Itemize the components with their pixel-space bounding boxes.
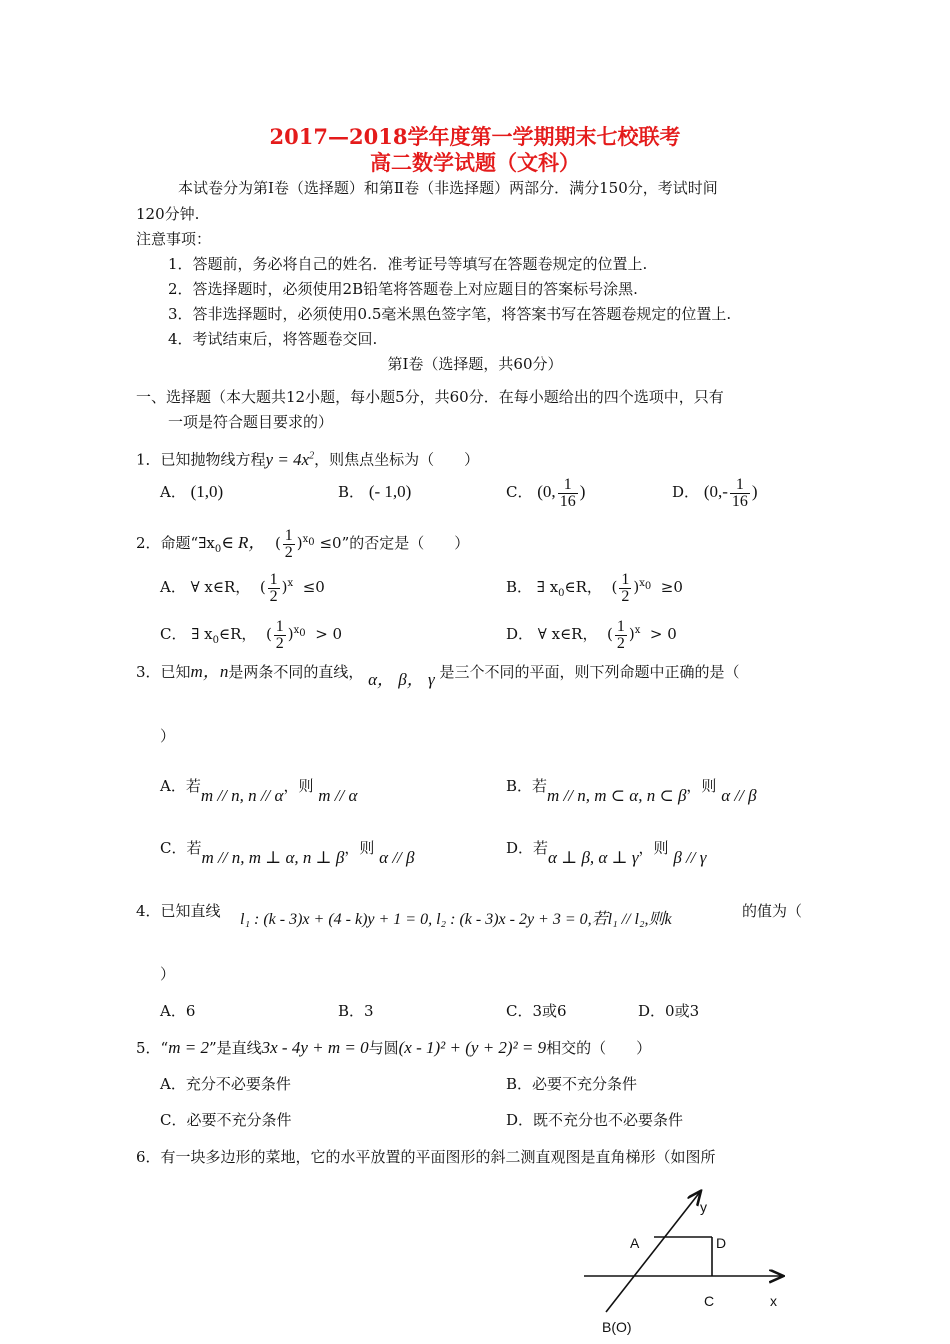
exam-title: 2017—2018学年度第一学期期末七校联考 xyxy=(269,124,681,149)
q6-trapezoid-figure xyxy=(578,1186,798,1336)
q2-option-c: C． ∃ $x_0\in R$， ( $\frac{1}{2}$ )$^{x_0}$ > 0 xyxy=(160,617,343,652)
q4-stem: 4．已知直线 xyxy=(136,902,221,920)
q2-stem: 2．命题“$\exists x_0\in$ R， ( $\frac{1}{2}$ )$^{x_0}$ ≤0”的否定是（ ） xyxy=(136,526,470,561)
q1-option-a: A． (1,0) xyxy=(160,482,224,501)
intro-line-1: 本试卷分为第Ⅰ卷（选择题）和第Ⅱ卷（非选择题）两部分．满分150分，考试时间 xyxy=(178,179,718,197)
q3-stem-close: ） xyxy=(160,727,176,745)
note-4: 4．考试结束后，将答题卷交回. xyxy=(168,330,378,348)
q4-stem-tail: 的值为（ xyxy=(742,902,803,920)
label-B-O: B(O) xyxy=(602,1319,632,1335)
exam-subtitle: 高二数学试题（文科） xyxy=(370,150,580,175)
q1-stem: 1．已知抛物线方程$y = 4x^2$，则焦点坐标为（ ） xyxy=(136,449,480,469)
q4-option-b: B．3 xyxy=(338,1002,374,1020)
q2-option-b: B． ∃ $x_0\in R$， ( $\frac{1}{2}$ )$^{x_0}$ ≥0 xyxy=(506,570,683,605)
q2-option-d: D． ∀ x∈R， ( $\frac{1}{2}$ )$^x$ > 0 xyxy=(506,617,677,652)
q5-option-c: C．必要不充分条件 xyxy=(160,1111,292,1129)
q1-option-c: C． (0, $\frac{1}{16}$ ) xyxy=(506,475,586,510)
note-3: 3．答非选择题时，必须使用0.5毫米黑色签字笔，将答案书写在答题卷规定的位置上. xyxy=(168,305,732,323)
label-x: x xyxy=(770,1293,777,1309)
q3-option-b: B．若m // n, m ⊂ α, n ⊂ β，则 α // β xyxy=(506,777,757,805)
note-2: 2．答选择题时，必须使用2B铅笔将答题卷上对应题目的答案标号涂黑. xyxy=(168,280,638,298)
q6-stem: 6．有一块多边形的菜地，它的水平放置的平面图形的斜二测直观图是直角梯形（如图所 xyxy=(136,1148,716,1166)
q5-option-a: A．充分不必要条件 xyxy=(160,1075,291,1093)
notes-title: 注意事项： xyxy=(136,230,212,248)
q1-equation: $y = 4x^2$ xyxy=(265,449,315,469)
q3-option-a: A．若m // n, n // α，则 m // α xyxy=(160,777,358,805)
q5-stem: 5．“m = 2”是直线3x - 4y + m = 0与圆(x - 1)² + (y + 2)² = 9相交的（ ） xyxy=(136,1038,652,1057)
q3-option-d: D．若α ⊥ β, α ⊥ γ，则 β // γ xyxy=(506,839,707,867)
q4-option-d: D．0或3 xyxy=(638,1002,700,1020)
q2-option-a: A． ∀ x∈R， ( $\frac{1}{2}$ )$^x$ ≤0 xyxy=(160,570,325,605)
q5-option-b: B．必要不充分条件 xyxy=(506,1075,638,1093)
q1-option-d: D． (0,- $\frac{1}{16}$ ) xyxy=(672,475,758,510)
q1-option-b: B． (- 1,0) xyxy=(338,482,412,501)
label-y: y xyxy=(700,1199,707,1215)
part1-heading: 第Ⅰ卷（选择题，共60分） xyxy=(387,355,563,373)
label-A: A xyxy=(630,1235,640,1251)
q5-option-d: D．既不充分也不必要条件 xyxy=(506,1111,684,1129)
q3-stem: 3．已知m，n是两条不同的直线， α， β， γ 是三个不同的平面，则下列命题中正确的是（ xyxy=(136,662,740,689)
section-line-1: 一、选择题（本大题共12小题，每小题5分，共60分．在每小题给出的四个选项中，只有 xyxy=(136,388,724,406)
y-axis xyxy=(606,1192,700,1312)
q4-equation: l₁ : (k - 3)x + (4 - k)y + 1 = 0, l₂ : (k - 3)x - 2y + 3 = 0,若l₁ // l₂,则k xyxy=(240,911,672,928)
intro-line-2: 120分钟. xyxy=(136,205,200,223)
label-C: C xyxy=(704,1293,715,1309)
q3-option-c: C．若m // n, m ⊥ α, n ⊥ β，则 α // β xyxy=(160,839,415,867)
q4-option-a: A．6 xyxy=(160,1002,196,1020)
label-D: D xyxy=(716,1235,727,1251)
q4-option-c: C．3或6 xyxy=(506,1002,567,1020)
note-1: 1．答题前，务必将自己的姓名．准考证号等填写在答题卷规定的位置上. xyxy=(168,255,648,273)
section-line-2: 一项是符合题目要求的） xyxy=(168,413,334,431)
q4-stem-close: ） xyxy=(160,965,176,983)
